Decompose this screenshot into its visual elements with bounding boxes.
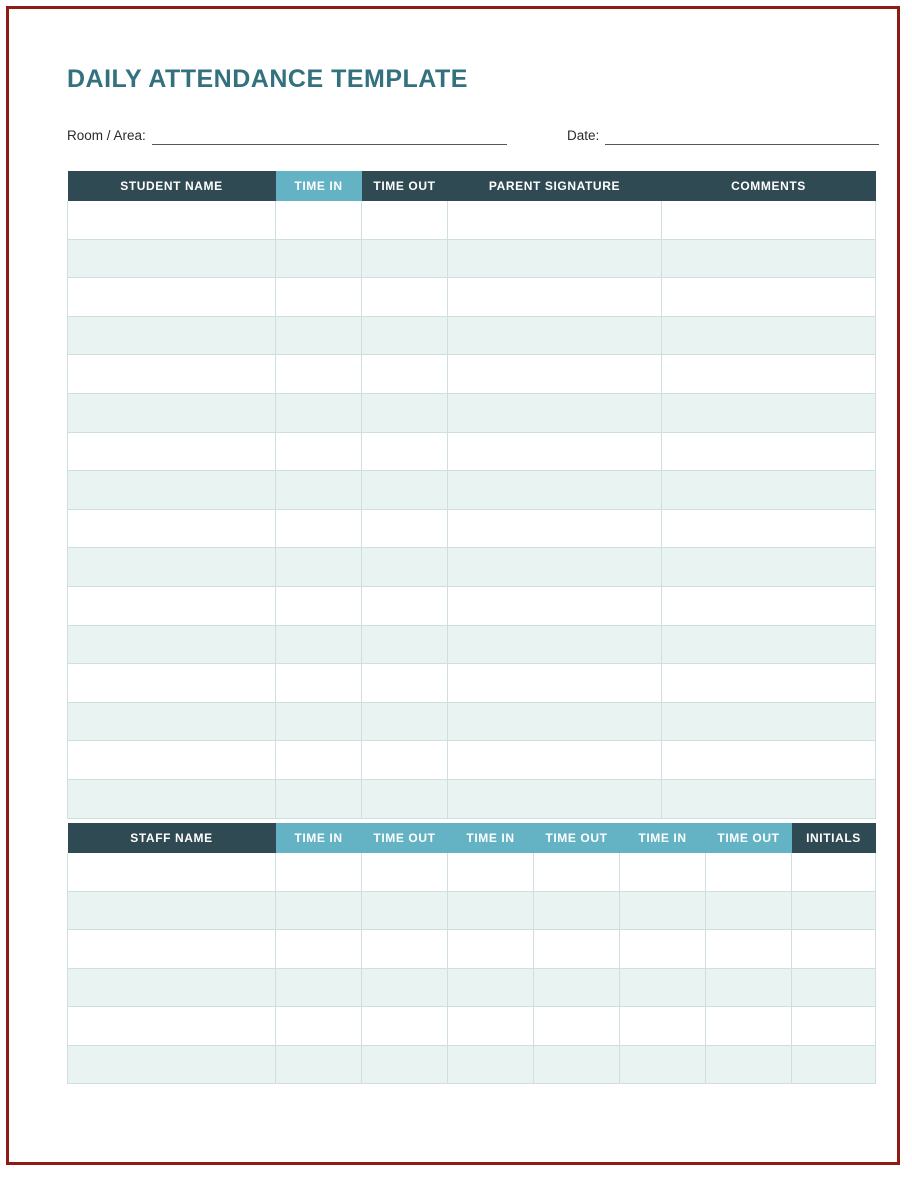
room-area-input[interactable]: [152, 127, 507, 145]
cell-time-out-3[interactable]: [706, 853, 792, 891]
cell-staff-name[interactable]: [68, 1045, 276, 1084]
cell-time-out-2[interactable]: [534, 853, 620, 891]
cell-student-name[interactable]: [68, 741, 276, 780]
cell-student-name[interactable]: [68, 471, 276, 510]
cell-comments[interactable]: [662, 779, 876, 818]
cell-time-out-2[interactable]: [534, 968, 620, 1007]
cell-comments[interactable]: [662, 432, 876, 471]
cell-time-in[interactable]: [276, 625, 362, 664]
cell-comments[interactable]: [662, 471, 876, 510]
cell-parent-signature[interactable]: [448, 432, 662, 471]
cell-time-out[interactable]: [362, 509, 448, 548]
staff-col-time-out-3: TIME OUT: [706, 823, 792, 853]
cell-time-in-3[interactable]: [620, 1045, 706, 1084]
cell-time-in[interactable]: [276, 471, 362, 510]
cell-time-out[interactable]: [362, 625, 448, 664]
cell-time-out[interactable]: [362, 239, 448, 278]
cell-time-out[interactable]: [362, 702, 448, 741]
room-area-label: Room / Area:: [67, 128, 146, 143]
cell-comments[interactable]: [662, 393, 876, 432]
staff-attendance-table: [67, 823, 876, 1084]
cell-student-name[interactable]: [68, 201, 276, 239]
cell-time-out-2[interactable]: [534, 1007, 620, 1046]
cell-time-in[interactable]: [276, 702, 362, 741]
table-row[interactable]: [68, 586, 876, 625]
cell-time-out[interactable]: [362, 393, 448, 432]
cell-initials[interactable]: [792, 853, 876, 891]
cell-parent-signature[interactable]: [448, 548, 662, 587]
cell-comments[interactable]: [662, 586, 876, 625]
table-row[interactable]: [68, 548, 876, 587]
staff-col-initials: INITIALS: [792, 823, 876, 853]
student-table-body: [68, 201, 876, 818]
table-row[interactable]: [68, 968, 876, 1007]
cell-student-name[interactable]: [68, 393, 276, 432]
cell-student-name[interactable]: [68, 664, 276, 703]
cell-time-in[interactable]: [276, 741, 362, 780]
cell-time-out-1[interactable]: [362, 891, 448, 930]
cell-time-in[interactable]: [276, 316, 362, 355]
cell-time-in-3[interactable]: [620, 1007, 706, 1046]
cell-time-in-3[interactable]: [620, 853, 706, 891]
cell-time-out-3[interactable]: [706, 891, 792, 930]
table-row[interactable]: [68, 1007, 876, 1046]
cell-time-in-2[interactable]: [448, 930, 534, 969]
cell-time-in-1[interactable]: [276, 1045, 362, 1084]
cell-time-in[interactable]: [276, 548, 362, 587]
cell-student-name[interactable]: [68, 625, 276, 664]
table-row[interactable]: [68, 393, 876, 432]
cell-comments[interactable]: [662, 509, 876, 548]
cell-initials[interactable]: [792, 891, 876, 930]
cell-student-name[interactable]: [68, 509, 276, 548]
table-row[interactable]: [68, 432, 876, 471]
cell-time-in-2[interactable]: [448, 1045, 534, 1084]
table-row[interactable]: [68, 779, 876, 818]
staff-table-body: [68, 853, 876, 1084]
student-attendance-table: [67, 171, 876, 819]
cell-time-in[interactable]: [276, 586, 362, 625]
cell-student-name[interactable]: [68, 586, 276, 625]
cell-student-name[interactable]: [68, 316, 276, 355]
cell-parent-signature[interactable]: [448, 239, 662, 278]
cell-time-out[interactable]: [362, 201, 448, 239]
cell-time-in-1[interactable]: [276, 1007, 362, 1046]
cell-initials[interactable]: [792, 1007, 876, 1046]
table-row[interactable]: [68, 891, 876, 930]
cell-comments[interactable]: [662, 741, 876, 780]
cell-staff-name[interactable]: [68, 968, 276, 1007]
staff-header-row: [68, 823, 876, 853]
date-input[interactable]: [605, 127, 879, 145]
cell-staff-name[interactable]: [68, 930, 276, 969]
cell-comments[interactable]: [662, 355, 876, 394]
table-row[interactable]: [68, 201, 876, 239]
cell-time-in[interactable]: [276, 355, 362, 394]
cell-time-in-2[interactable]: [448, 853, 534, 891]
cell-time-in-2[interactable]: [448, 1007, 534, 1046]
cell-parent-signature[interactable]: [448, 471, 662, 510]
staff-table-header: [68, 823, 876, 853]
staff-col-time-out-1: TIME OUT: [362, 823, 448, 853]
cell-time-out-1[interactable]: [362, 853, 448, 891]
table-row[interactable]: [68, 509, 876, 548]
cell-comments[interactable]: [662, 548, 876, 587]
cell-time-in[interactable]: [276, 509, 362, 548]
page-canvas: [15, 15, 891, 1156]
cell-time-out-1[interactable]: [362, 968, 448, 1007]
cell-time-in-3[interactable]: [620, 930, 706, 969]
table-row[interactable]: [68, 1045, 876, 1084]
cell-time-out[interactable]: [362, 779, 448, 818]
cell-time-out[interactable]: [362, 741, 448, 780]
cell-time-out-2[interactable]: [534, 1045, 620, 1084]
cell-time-in-1[interactable]: [276, 930, 362, 969]
cell-time-in-1[interactable]: [276, 853, 362, 891]
table-row[interactable]: [68, 930, 876, 969]
cell-parent-signature[interactable]: [448, 664, 662, 703]
cell-time-in-3[interactable]: [620, 968, 706, 1007]
student-table-header: [68, 171, 876, 201]
cell-parent-signature[interactable]: [448, 278, 662, 317]
cell-time-in-3[interactable]: [620, 891, 706, 930]
cell-student-name[interactable]: [68, 432, 276, 471]
page-border: [6, 6, 900, 1165]
cell-time-out-1[interactable]: [362, 1007, 448, 1046]
cell-comments[interactable]: [662, 316, 876, 355]
cell-time-out-3[interactable]: [706, 1007, 792, 1046]
cell-comments[interactable]: [662, 664, 876, 703]
cell-time-out[interactable]: [362, 278, 448, 317]
cell-time-out-1[interactable]: [362, 930, 448, 969]
cell-time-in[interactable]: [276, 278, 362, 317]
page-title: DAILY ATTENDANCE TEMPLATE: [67, 65, 468, 93]
cell-time-in[interactable]: [276, 239, 362, 278]
cell-time-out-3[interactable]: [706, 1045, 792, 1084]
cell-staff-name[interactable]: [68, 1007, 276, 1046]
cell-time-out[interactable]: [362, 471, 448, 510]
cell-comments[interactable]: [662, 702, 876, 741]
staff-col-time-out-2: TIME OUT: [534, 823, 620, 853]
staff-col-time-in-3: TIME IN: [620, 823, 706, 853]
cell-parent-signature[interactable]: [448, 393, 662, 432]
cell-time-in-1[interactable]: [276, 891, 362, 930]
cell-time-out-3[interactable]: [706, 930, 792, 969]
cell-time-out[interactable]: [362, 355, 448, 394]
table-row[interactable]: [68, 702, 876, 741]
table-row[interactable]: [68, 741, 876, 780]
cell-parent-signature[interactable]: [448, 586, 662, 625]
table-row[interactable]: [68, 853, 876, 891]
cell-initials[interactable]: [792, 1045, 876, 1084]
cell-parent-signature[interactable]: [448, 625, 662, 664]
staff-col-time-in-2: TIME IN: [448, 823, 534, 853]
cell-parent-signature[interactable]: [448, 201, 662, 239]
cell-time-in[interactable]: [276, 201, 362, 239]
cell-time-in-2[interactable]: [448, 968, 534, 1007]
student-col-time-out: TIME OUT: [362, 171, 448, 201]
cell-comments[interactable]: [662, 625, 876, 664]
table-row[interactable]: [68, 664, 876, 703]
table-row[interactable]: [68, 239, 876, 278]
staff-col-staff-name: STAFF NAME: [68, 823, 276, 853]
cell-time-in-1[interactable]: [276, 968, 362, 1007]
student-header-row: [68, 171, 876, 201]
cell-parent-signature[interactable]: [448, 741, 662, 780]
cell-time-out[interactable]: [362, 548, 448, 587]
student-col-student-name: STUDENT NAME: [68, 171, 276, 201]
staff-col-time-in-1: TIME IN: [276, 823, 362, 853]
date-label: Date:: [567, 128, 600, 143]
cell-time-in-2[interactable]: [448, 891, 534, 930]
cell-time-out-2[interactable]: [534, 930, 620, 969]
cell-parent-signature[interactable]: [448, 509, 662, 548]
cell-time-out[interactable]: [362, 664, 448, 703]
cell-student-name[interactable]: [68, 702, 276, 741]
cell-comments[interactable]: [662, 278, 876, 317]
cell-staff-name[interactable]: [68, 853, 276, 891]
cell-parent-signature[interactable]: [448, 702, 662, 741]
cell-time-in[interactable]: [276, 779, 362, 818]
cell-student-name[interactable]: [68, 779, 276, 818]
cell-time-out-1[interactable]: [362, 1045, 448, 1084]
cell-time-out[interactable]: [362, 432, 448, 471]
cell-staff-name[interactable]: [68, 891, 276, 930]
cell-time-in[interactable]: [276, 664, 362, 703]
table-row[interactable]: [68, 316, 876, 355]
cell-time-out[interactable]: [362, 586, 448, 625]
table-row[interactable]: [68, 471, 876, 510]
cell-student-name[interactable]: [68, 548, 276, 587]
student-col-time-in: TIME IN: [276, 171, 362, 201]
table-row[interactable]: [68, 278, 876, 317]
room-area-field[interactable]: [67, 127, 507, 145]
student-col-parent-signature: PARENT SIGNATURE: [448, 171, 662, 201]
date-field[interactable]: [567, 127, 879, 145]
cell-comments[interactable]: [662, 239, 876, 278]
student-col-comments: COMMENTS: [662, 171, 876, 201]
cell-time-out-2[interactable]: [534, 891, 620, 930]
cell-time-out-3[interactable]: [706, 968, 792, 1007]
cell-initials[interactable]: [792, 930, 876, 969]
cell-parent-signature[interactable]: [448, 355, 662, 394]
cell-student-name[interactable]: [68, 278, 276, 317]
cell-parent-signature[interactable]: [448, 779, 662, 818]
cell-time-in[interactable]: [276, 393, 362, 432]
cell-time-out[interactable]: [362, 316, 448, 355]
cell-initials[interactable]: [792, 968, 876, 1007]
cell-student-name[interactable]: [68, 355, 276, 394]
cell-time-in[interactable]: [276, 432, 362, 471]
table-row[interactable]: [68, 355, 876, 394]
table-row[interactable]: [68, 625, 876, 664]
cell-comments[interactable]: [662, 201, 876, 239]
cell-parent-signature[interactable]: [448, 316, 662, 355]
form-fields: [67, 127, 851, 153]
cell-student-name[interactable]: [68, 239, 276, 278]
